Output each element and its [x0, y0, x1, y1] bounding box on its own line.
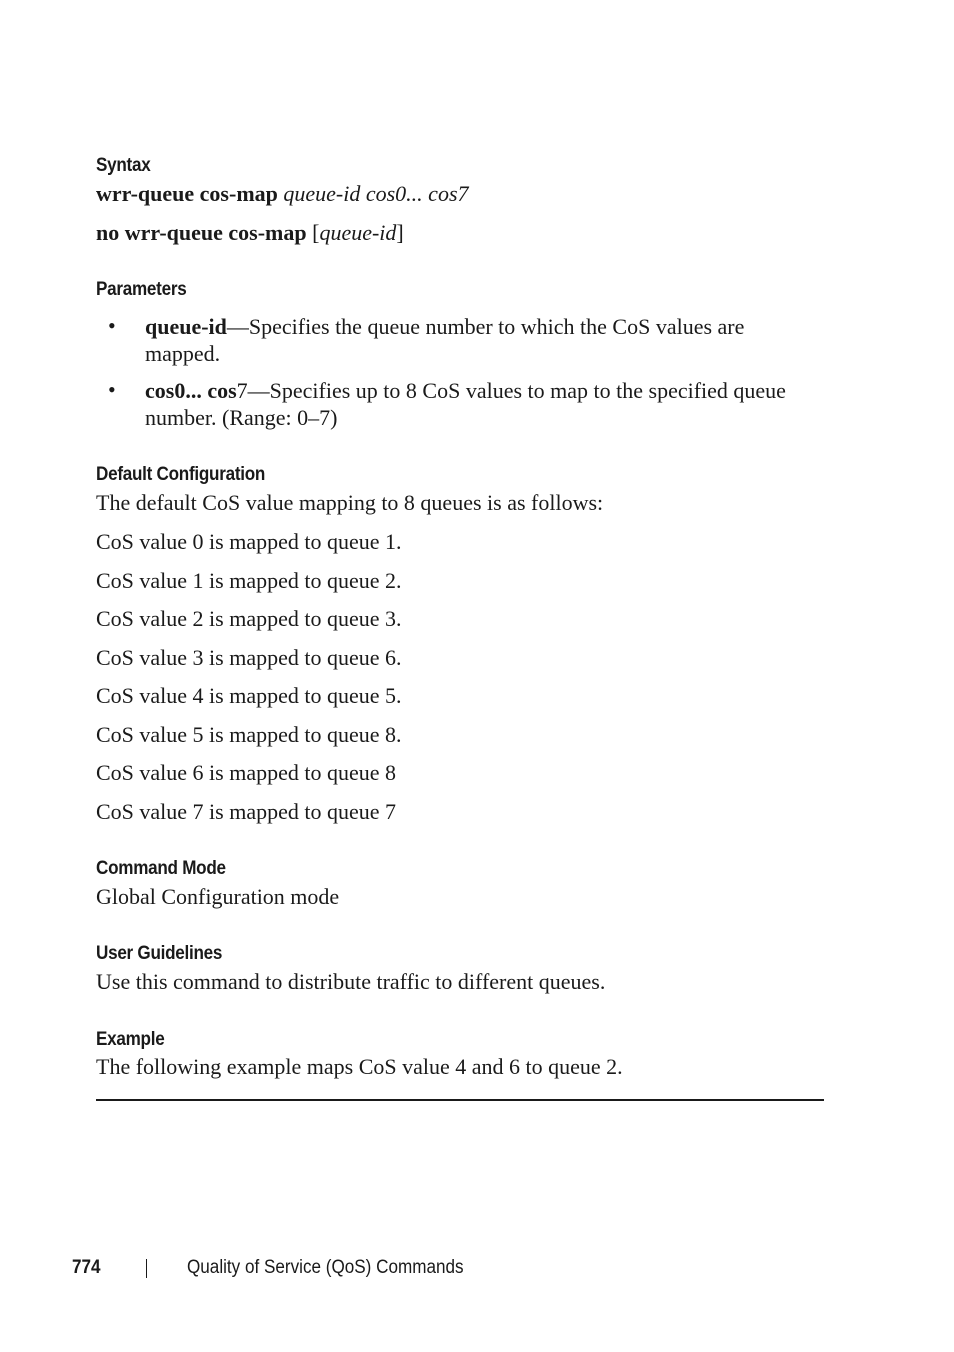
bullet-icon: •	[108, 313, 116, 338]
default-configuration-intro: The default CoS value mapping to 8 queues is as follows:	[96, 490, 604, 515]
command-mode-heading: Command Mode	[96, 858, 226, 879]
parameters-heading: Parameters	[96, 279, 187, 300]
default-configuration-heading: Default Configuration	[96, 464, 266, 485]
user-guidelines-heading: User Guidelines	[96, 943, 223, 964]
command-arguments: queue-id cos0... cos7	[283, 181, 469, 206]
chapter-title: Quality of Service (QoS) Commands	[187, 1257, 464, 1278]
cos-mapping-line: CoS value 5 is mapped to queue 8.	[96, 722, 402, 747]
example-heading: Example	[96, 1029, 165, 1050]
parameter-item	[145, 377, 825, 431]
parameter-term: cos0... cos	[145, 378, 237, 403]
footer-separator	[146, 1259, 147, 1278]
parameter-term: queue-id	[145, 314, 227, 339]
cos-mapping-line: CoS value 3 is mapped to queue 6.	[96, 645, 402, 670]
bullet-icon: •	[108, 377, 116, 402]
syntax-command	[96, 180, 469, 207]
user-guidelines-text: Use this command to distribute traffic to different queues.	[96, 969, 606, 994]
command-mode-text: Global Configuration mode	[96, 884, 340, 909]
syntax-heading: Syntax	[96, 155, 151, 176]
parameter-term-suffix: 7	[236, 378, 248, 403]
parameter-item	[145, 313, 825, 367]
parameter-description: —Specifies up to 8 CoS values to map to the specified queue number. (Range: 0–7)	[145, 378, 786, 430]
example-text: The following example maps CoS value 4 and 6 to queue 2.	[96, 1054, 623, 1079]
cos-mapping-line: CoS value 0 is mapped to queue 1.	[96, 529, 402, 554]
cos-mapping-line: CoS value 6 is mapped to queue 8	[96, 760, 397, 785]
page-number: 774	[72, 1257, 101, 1278]
cos-mapping-line: CoS value 2 is mapped to queue 3.	[96, 606, 402, 631]
bracket-close: ]	[396, 220, 404, 245]
cos-mapping-line: CoS value 4 is mapped to queue 5.	[96, 683, 402, 708]
cos-mapping-line: CoS value 1 is mapped to queue 2.	[96, 568, 402, 593]
syntax-no-command	[96, 219, 404, 246]
no-command-argument: queue-id	[319, 220, 397, 245]
cos-mapping-line: CoS value 7 is mapped to queue 7	[96, 799, 397, 824]
section-divider	[96, 1099, 824, 1101]
no-command-keyword: no wrr-queue cos-map	[96, 220, 307, 245]
bracket-open: [	[312, 220, 320, 245]
parameter-description: —Specifies the queue number to which the CoS values are mapped.	[145, 314, 745, 366]
command-keyword: wrr-queue cos-map	[96, 181, 278, 206]
